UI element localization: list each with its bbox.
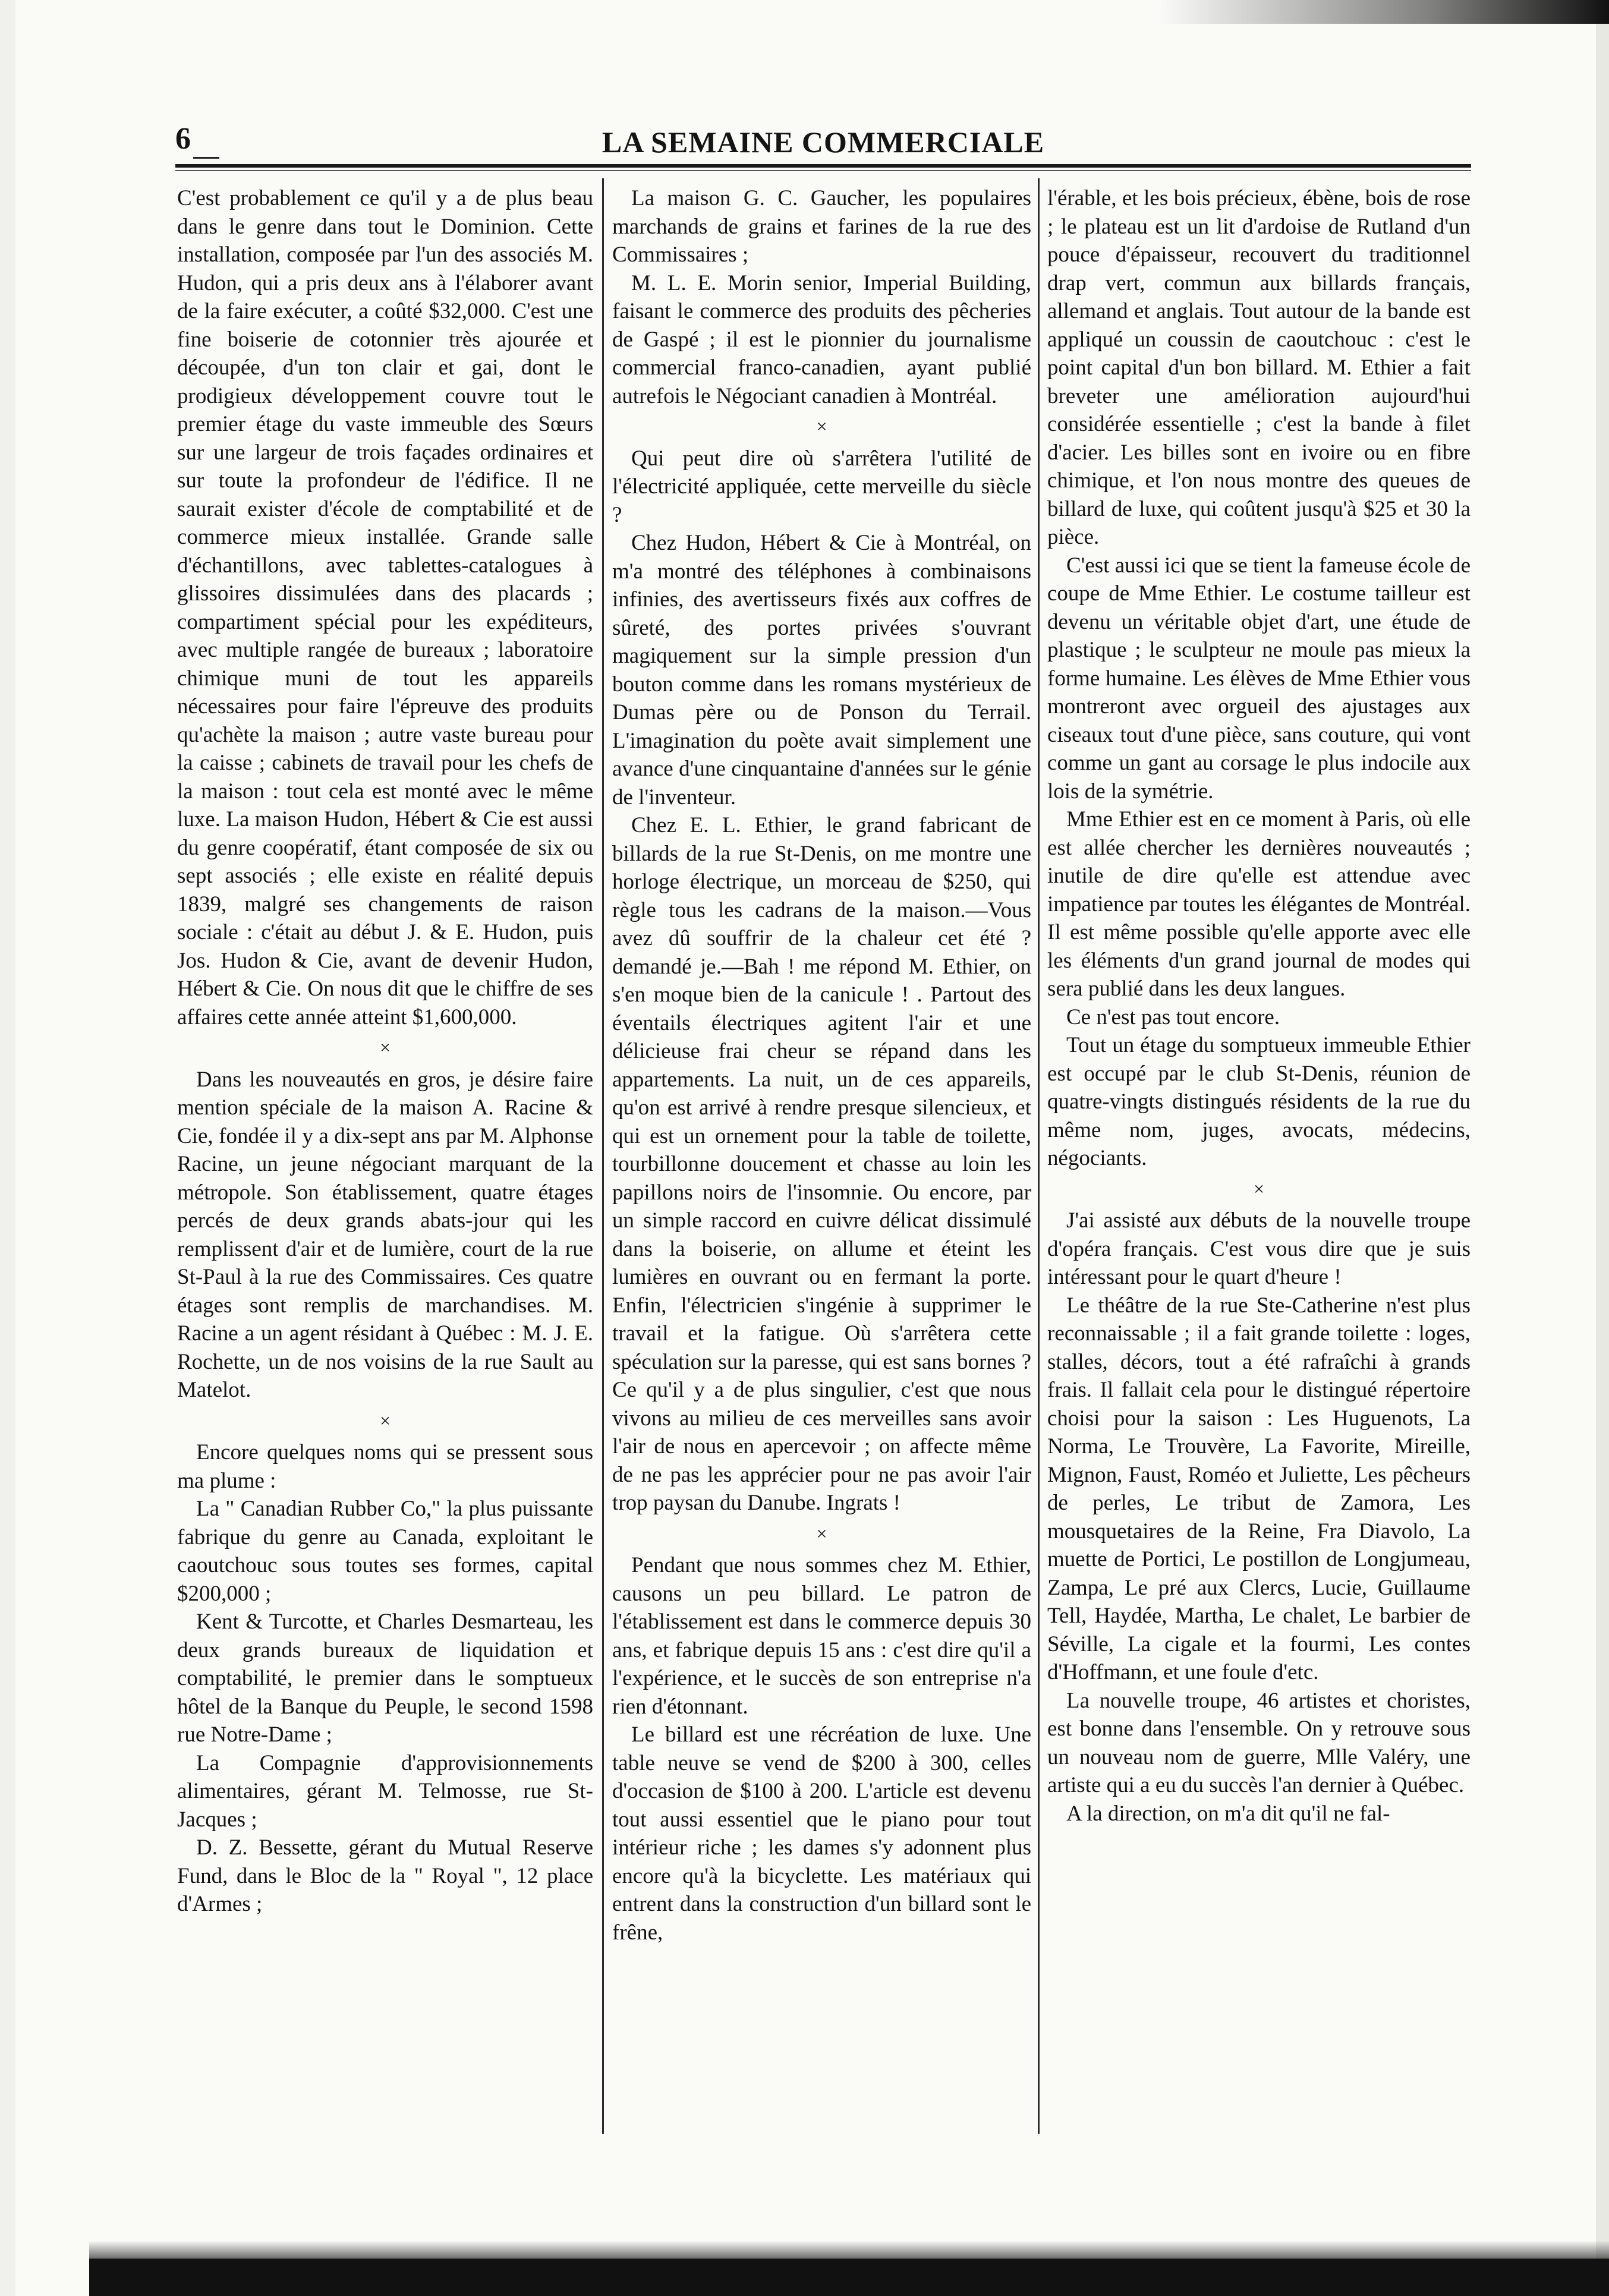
article-paragraph: A la direction, on m'a dit qu'il ne fal- [1066,1801,1390,1826]
article-paragraph: M. L. E. Morin senior, Imperial Building, faisant le commerce des produits des pêcheries de Gaspé ; il est le pionnier du journalisme commercial franco-canadien, ayant publié autrefois le Négociant canadien à Montréal. [612,270,1031,408]
page-header [175,119,1471,166]
scan-right-margin [1596,0,1609,2296]
article-paragraph: J'ai assisté aux débuts de la nouvelle troupe d'opéra français. C'est vous dire que je suis intéressant pour le quart d'heure ! [1047,1208,1471,1289]
scan-top-edge [1159,0,1609,24]
section-separator: × [1253,1177,1265,1199]
article-paragraph: D. Z. Bessette, gérant du Mutual Reserve Fund, dans le Bloc de la " Royal ", 12 place d'Armes ; [177,1835,593,1916]
scan-bottom-shadow [89,2241,1609,2259]
article-paragraph: Pendant que nous sommes chez M. Ethier, causons un peu billard. Le patron de l'établissement est dans le commerce depuis 30 ans, et fabrique depuis 15 ans : c'est dire qu'il a l'expérience, et le succès de son entreprise n'a rien d'étonnant. [612,1553,1031,1719]
article-column-1 [177,184,593,2146]
article-paragraph: Chez Hudon, Hébert & Cie à Montréal, on m'a montré des téléphones à combinaisons infinies, des avertisseurs fixés aux coffres de sûreté, des portes privées s'ouvrant magiquement sur la simple pression d'un bouton comme dans les romans mystérieux de Dumas père ou de Ponson du Terrail. L'imagination du poète avait simplement une avance d'une cinquantaine d'années sur le génie de l'inventeur. [612,531,1031,810]
section-separator: × [816,1522,827,1544]
article-column-2 [612,184,1031,2146]
article-column-3 [1047,184,1471,2146]
article-paragraph: Le billard est une récréation de luxe. Une table neuve se vend de $200 à 300, celles d'occasion de $100 à 200. L'article est devenu tout aussi essentiel que le piano pour tout intérieur riche ; les dames s'y adonnent plus encore qu'à la bicyclette. Les matériaux qui entrent dans la construction d'un billard sont le frêne, [612,1722,1031,1945]
article-paragraph: La Compagnie d'approvisionnements alimentaires, gérant M. Telmosse, rue St-Jacques ; [177,1750,593,1832]
article-paragraph: La maison G. C. Gaucher, les populaires marchands de grains et farines de la rue des Commissaires ; [612,186,1031,267]
article-paragraph: Tout un étage du somptueux immeuble Ethier est occupé par le club St-Denis, réunion de quatre-vingts distingués résidents de la rue du même nom, juges, avocats, médecins, négociants. [1047,1033,1471,1170]
section-separator: × [379,1409,391,1431]
page-number: 6 [175,122,191,156]
section-separator: × [379,1037,391,1058]
article-paragraph: l'érable, et les bois précieux, ébène, bois de rose ; le plateau est un lit d'ardoise de Rutland d'un pouce d'épaisseur, recouvert du traditionnel drap vert, commun aux billards français, allemand et anglais. Tout autour de la bande est appliqué un coussin de caoutchouc : c'est le point capital d'un bon billard. M. Ethier a fait breveter une amélioration aujourd'hui considérée essentielle ; c'est la bande à filet d'acier. Les billes sont en ivoire ou en fibre chimique, et l'on nous montre des queues de billard de luxe, qui coûtent jusqu'à $25 et 30 la pièce. [1047,186,1471,549]
article-paragraph: Kent & Turcotte, et Charles Desmarteau, les deux grands bureaux de liquidation et comptabilité, le premier dans le somptueux hôtel de la Banque du Peuple, le second 1598 rue Notre-Dame ; [177,1610,593,1747]
column-divider-2 [1038,178,1040,2134]
article-paragraph: Encore quelques noms qui se pressent sous ma plume : [177,1440,593,1493]
journal-title: LA SEMAINE COMMERCIALE [602,125,1045,159]
article-paragraph: Le théâtre de la rue Ste-Catherine n'est plus reconnaissable ; il a fait grande toilette : loges, stalles, décors, tout a été rafraîchi à grands frais. Il fallait cela pour le distingué répertoire choisi pour la saison : Les Huguenots, La Norma, Le Trouvère, La Favorite, Mireille, Mignon, Faust, Roméo et Juliette, Les pêcheurs de perles, Le tribut de Zamora, Les mousquetaires de la Reine, Fra Diavolo, La muette de Portici, Le postillon de Longjumeau, Zampa, Le pré aux Clercs, Lucie, Guillaume Tell, Haydée, Martha, Le chalet, Le barbier de Séville, La cigale et la fourmi, Les contes d'Hoffmann, et une foule d'etc. [1047,1293,1471,1684]
article-paragraph: Mme Ethier est en ce moment à Paris, où elle est allée chercher les dernières nouveautés ; inutile de dire qu'elle est attendue avec impatience par toutes les élégantes de Montréal. Il est même possible qu'elle apporte avec elle les éléments d'un grand journal de modes qui sera publié dans les deux langues. [1047,807,1471,1001]
column-divider-1 [602,178,604,2134]
article-paragraph: La " Canadian Rubber Co," la plus puissante fabrique du genre au Canada, exploitant le caoutchouc sous toutes ses formes, capital $200,000 ; [177,1497,593,1606]
scan-left-margin [0,0,15,2296]
article-paragraph: Ce n'est pas tout encore. [1066,1004,1280,1029]
article-paragraph: Qui peut dire où s'arrêtera l'utilité de l'électricité appliquée, cette merveille du siècle ? [612,446,1031,527]
article-paragraph: La nouvelle troupe, 46 artistes et choristes, est bonne dans l'ensemble. On y retrouve sous un nouveau nom de guerre, Mlle Valéry, une artiste qui a eu du succès l'an dernier à Québec. [1047,1688,1471,1797]
article-paragraph: Chez E. L. Ethier, le grand fabricant de billards de la rue St-Denis, on me montre une horloge électrique, un morceau de $250, qui règle tous les cadrans de la maison.—Vous avez dû souffrir de la chaleur cet été ? demandé je.—Bah ! me répond M. Ethier, on s'en moque bien de la canicule ! . Partout des éventails électriques agitent l'air et une délicieuse frai cheur se répand dans les appartements. La nuit, un de ces appareils, qu'on est arrivé à rendre presque silencieux, et qui est un ornement pour la table de toilette, tourbillonne doucement et chasse au loin les papillons noirs de l'insomnie. Ou encore, par un simple raccord en cuivre délicat dissimulé dans la boiserie, on allume et éteint les lumières en ouvrant ou en fermant la porte. Enfin, l'électricien s'ingénie à supprimer le travail et la fatigue. Où s'arrêtera cette spéculation sur la paresse, qui est sans bornes ? Ce qu'il y a de plus singulier, c'est que nous vivons au milieu de ces merveilles sans avoir l'air de nous en apercevoir ; on affecte même de ne pas les apprécier pour ne pas avoir l'air trop paysan du Danube. Ingrats ! [612,813,1031,1515]
section-separator: × [816,415,827,437]
article-paragraph: Dans les nouveautés en gros, je désire faire mention spéciale de la maison A. Racine & Cie, fondée il y a dix-sept ans par M. Alphonse Racine, un jeune négociant marquant de la métropole. Son établissement, quatre étages percés de deux grands abats-jour qui les remplissent d'air et de lumière, court de la rue St-Paul à la rue des Commissaires. Ces quatre étages sont remplis de marchandises. M. Racine a un agent résidant à Québec : M. J. E. Rochette, un de nos voisins de la rue Sault au Matelot. [177,1067,593,1402]
header-rule-thin [175,170,1471,171]
scan-bottom-edge [89,2259,1609,2296]
article-paragraph: C'est probablement ce qu'il y a de plus beau dans le genre dans tout le Dominion. Cette installation, composée par l'un des associés M. Hudon, qui a pris deux ans à l'élaborer avant de la faire exécuter, a coûté $32,000. C'est une fine boiserie de cotonnier très ajourée et découpée, d'un ton clair et gai, dont le prodigieux développement couvre tout le premier étage du vaste immeuble des Sœurs sur une largeur de trois façades ordinaires et sur toute la profondeur de l'édifice. Il ne saurait exister d'école de comptabilité et de commerce mieux installée. Grande salle d'échantillons, avec tablettes-catalogues à glissoires dissimulées dans des placards ; compartiment spécial pour les expéditeurs, avec multiple rangée de bureaux ; laboratoire chimique muni de tout les appareils nécessaires pour faire l'épreuve des produits qu'achète la maison ; autre vaste bureau pour la caisse ; cabinets de travail pour les chefs de la maison : tout cela est monté avec le même luxe. La maison Hudon, Hébert & Cie est aussi du genre coopératif, étant composée de six ou sept associés ; elle existe en réalité depuis 1839, malgré ses changements de raison sociale : c'était au début J. & E. Hudon, puis Jos. Hudon & Cie, avant de devenir Hudon, Hébert & Cie. On nous dit que le chiffre de ses affaires cette année atteint $1,600,000. [177,186,593,1029]
header-rule [175,164,1471,168]
article-paragraph: C'est aussi ici que se tient la fameuse école de coupe de Mme Ethier. Le costume tailleur est devenu un véritable objet d'art, une étude de plastique ; le sculpteur ne moule pas mieux la forme humaine. Les élèves de Mme Ethier vous montreront avec orgueil des ajustages aux ciseaux tout d'une pièce, sans couture, qui vont comme un gant au corsage le plus indocile aux lois de la symétrie. [1047,553,1471,804]
